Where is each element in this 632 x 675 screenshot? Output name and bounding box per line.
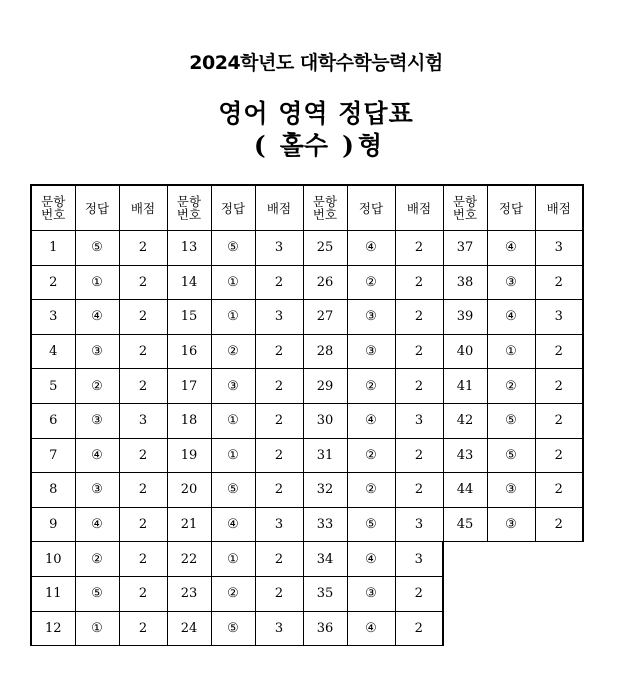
- answer-cell: ④: [75, 300, 119, 335]
- question-number: 1: [31, 231, 75, 266]
- points-cell: 2: [395, 265, 443, 300]
- answer-cell: ⑤: [75, 231, 119, 266]
- answer-cell: ②: [211, 334, 255, 369]
- question-number: 39: [443, 300, 487, 335]
- question-number: 42: [443, 403, 487, 438]
- points-cell: 2: [395, 438, 443, 473]
- points-cell: 2: [119, 507, 167, 542]
- points-cell: 2: [119, 265, 167, 300]
- points-cell: 2: [395, 473, 443, 508]
- points-cell: 2: [535, 473, 583, 508]
- points-cell: 2: [119, 334, 167, 369]
- answer-cell: ②: [347, 265, 395, 300]
- empty-cell: [443, 576, 487, 611]
- answer-cell: ③: [347, 300, 395, 335]
- question-header-line1: 문항: [176, 194, 202, 209]
- points-cell: 3: [255, 507, 303, 542]
- answer-cell: ②: [75, 542, 119, 577]
- question-number-header: [167, 185, 211, 231]
- table-row: [31, 300, 583, 335]
- answer-cell: ⑤: [347, 507, 395, 542]
- answer-cell: ⑤: [211, 473, 255, 508]
- open-paren: (: [253, 131, 266, 160]
- question-number-header: [443, 185, 487, 231]
- question-header-line2: 번호: [41, 207, 66, 222]
- points-cell: 2: [395, 611, 443, 646]
- points-cell: 3: [119, 403, 167, 438]
- table-row: [31, 369, 583, 404]
- answer-cell: ⑤: [211, 231, 255, 266]
- question-number: 35: [303, 576, 347, 611]
- empty-cell: [535, 576, 583, 611]
- empty-cell: [443, 611, 487, 646]
- answer-cell: ②: [347, 438, 395, 473]
- question-number: 43: [443, 438, 487, 473]
- points-cell: 3: [535, 231, 583, 266]
- answer-cell: ①: [75, 265, 119, 300]
- question-number: 33: [303, 507, 347, 542]
- points-cell: 2: [119, 300, 167, 335]
- answer-cell: ②: [211, 576, 255, 611]
- question-header-line1: 문항: [452, 194, 478, 209]
- question-number-header: [303, 185, 347, 231]
- empty-cell: [443, 542, 487, 577]
- table-row: [31, 542, 583, 577]
- points-cell: 2: [395, 576, 443, 611]
- question-number: 29: [303, 369, 347, 404]
- answer-cell: ③: [75, 403, 119, 438]
- points-cell: 2: [119, 611, 167, 646]
- answer-cell: ⑤: [211, 611, 255, 646]
- answer-cell: ③: [211, 369, 255, 404]
- question-number: 6: [31, 403, 75, 438]
- points-cell: 2: [255, 403, 303, 438]
- question-number: 2: [31, 265, 75, 300]
- points-cell: 3: [395, 542, 443, 577]
- answer-cell: ④: [347, 403, 395, 438]
- answer-cell: ③: [487, 507, 535, 542]
- points-cell: 2: [119, 473, 167, 508]
- answer-cell: ④: [347, 231, 395, 266]
- answer-cell: ④: [211, 507, 255, 542]
- points-cell: 3: [255, 611, 303, 646]
- question-header-line2: 번호: [312, 207, 338, 222]
- points-cell: 2: [255, 542, 303, 577]
- answer-cell: ④: [487, 231, 535, 266]
- question-number: 22: [167, 542, 211, 577]
- empty-cell: [535, 611, 583, 646]
- question-number: 37: [443, 231, 487, 266]
- points-cell: 2: [395, 334, 443, 369]
- points-cell: 2: [255, 265, 303, 300]
- answer-cell: ④: [75, 507, 119, 542]
- close-paren: ): [342, 131, 354, 160]
- points-cell: 2: [535, 334, 583, 369]
- question-number: 23: [167, 576, 211, 611]
- question-number: 16: [167, 334, 211, 369]
- question-number: 5: [31, 369, 75, 404]
- answer-cell: ①: [75, 611, 119, 646]
- answer-cell: ④: [347, 611, 395, 646]
- points-cell: 2: [255, 369, 303, 404]
- question-number: 45: [443, 507, 487, 542]
- answer-cell: ③: [487, 473, 535, 508]
- question-number-header: [31, 185, 75, 231]
- exam-title: 2024학년도 대학수학능력시험: [189, 52, 443, 74]
- points-cell: 2: [535, 507, 583, 542]
- answer-cell: ④: [487, 300, 535, 335]
- table-row: [31, 403, 583, 438]
- answer-cell: ①: [211, 438, 255, 473]
- question-number: 30: [303, 403, 347, 438]
- answer-header: 정답: [211, 185, 255, 231]
- question-number: 34: [303, 542, 347, 577]
- points-cell: 3: [395, 403, 443, 438]
- answer-cell: ①: [487, 334, 535, 369]
- answer-header: 정답: [75, 185, 119, 231]
- answer-cell: ③: [75, 334, 119, 369]
- question-number: 31: [303, 438, 347, 473]
- answer-cell: ②: [75, 369, 119, 404]
- header-row: [31, 185, 583, 231]
- answer-cell: ②: [347, 473, 395, 508]
- question-number: 14: [167, 265, 211, 300]
- question-number: 8: [31, 473, 75, 508]
- answer-cell: ④: [75, 438, 119, 473]
- answer-cell: ②: [487, 369, 535, 404]
- points-cell: 2: [119, 369, 167, 404]
- question-number: 27: [303, 300, 347, 335]
- question-number: 38: [443, 265, 487, 300]
- question-number: 32: [303, 473, 347, 508]
- answer-cell: ①: [211, 542, 255, 577]
- question-number: 24: [167, 611, 211, 646]
- question-number: 21: [167, 507, 211, 542]
- points-cell: 2: [255, 576, 303, 611]
- points-cell: 2: [119, 542, 167, 577]
- question-number: 36: [303, 611, 347, 646]
- question-number: 41: [443, 369, 487, 404]
- question-number: 4: [31, 334, 75, 369]
- answer-cell: ③: [487, 265, 535, 300]
- table-row: [31, 334, 583, 369]
- points-header: 배점: [535, 185, 583, 231]
- answer-cell: ④: [347, 542, 395, 577]
- question-number: 26: [303, 265, 347, 300]
- exam-type-suffix: 형: [357, 131, 383, 160]
- table-row: [31, 231, 583, 266]
- question-number: 15: [167, 300, 211, 335]
- table-row: [31, 473, 583, 508]
- answer-table: [30, 184, 584, 646]
- table-row: [31, 438, 583, 473]
- question-header-line1: 문항: [312, 194, 338, 209]
- points-cell: 2: [255, 473, 303, 508]
- answer-header: 정답: [347, 185, 395, 231]
- points-header: 배점: [255, 185, 303, 231]
- points-cell: 2: [535, 403, 583, 438]
- question-number: 12: [31, 611, 75, 646]
- answer-cell: ①: [211, 300, 255, 335]
- empty-cell: [487, 611, 535, 646]
- empty-cell: [487, 542, 535, 577]
- points-cell: 3: [395, 507, 443, 542]
- points-cell: 2: [255, 334, 303, 369]
- question-number: 19: [167, 438, 211, 473]
- answer-cell: ⑤: [487, 438, 535, 473]
- answer-cell: ⑤: [75, 576, 119, 611]
- question-number: 10: [31, 542, 75, 577]
- points-cell: 3: [535, 300, 583, 335]
- points-cell: 2: [535, 438, 583, 473]
- question-header-line2: 번호: [452, 207, 478, 222]
- question-number: 28: [303, 334, 347, 369]
- question-number: 18: [167, 403, 211, 438]
- answer-header: 정답: [487, 185, 535, 231]
- question-number: 7: [31, 438, 75, 473]
- points-cell: 2: [255, 438, 303, 473]
- answer-cell: ①: [211, 403, 255, 438]
- answer-cell: ①: [211, 265, 255, 300]
- points-cell: 2: [395, 300, 443, 335]
- question-number: 3: [31, 300, 75, 335]
- points-cell: 2: [535, 369, 583, 404]
- answer-cell: ③: [347, 576, 395, 611]
- points-cell: 2: [119, 576, 167, 611]
- question-header-line2: 번호: [176, 207, 202, 222]
- subject-title: 영어 영역 정답표: [218, 99, 414, 128]
- answer-cell: ②: [347, 369, 395, 404]
- exam-type-title: [0, 126, 632, 162]
- table-row: [31, 265, 583, 300]
- points-cell: 2: [535, 265, 583, 300]
- table-row: [31, 611, 583, 646]
- question-number: 17: [167, 369, 211, 404]
- points-header: 배점: [119, 185, 167, 231]
- points-cell: 2: [395, 369, 443, 404]
- points-header: 배점: [395, 185, 443, 231]
- points-cell: 2: [119, 231, 167, 266]
- answer-cell: ③: [75, 473, 119, 508]
- question-header-line1: 문항: [41, 194, 66, 209]
- points-cell: 2: [119, 438, 167, 473]
- empty-cell: [487, 576, 535, 611]
- question-number: 13: [167, 231, 211, 266]
- question-number: 9: [31, 507, 75, 542]
- exam-type-label: 홀수: [279, 131, 329, 160]
- points-cell: 3: [255, 231, 303, 266]
- answer-cell: ⑤: [487, 403, 535, 438]
- question-number: 20: [167, 473, 211, 508]
- question-number: 40: [443, 334, 487, 369]
- question-number: 44: [443, 473, 487, 508]
- table-row: [31, 576, 583, 611]
- points-cell: 2: [395, 231, 443, 266]
- empty-cell: [535, 542, 583, 577]
- question-number: 25: [303, 231, 347, 266]
- question-number: 11: [31, 576, 75, 611]
- points-cell: 3: [255, 300, 303, 335]
- table-row: [31, 507, 583, 542]
- answer-cell: ③: [347, 334, 395, 369]
